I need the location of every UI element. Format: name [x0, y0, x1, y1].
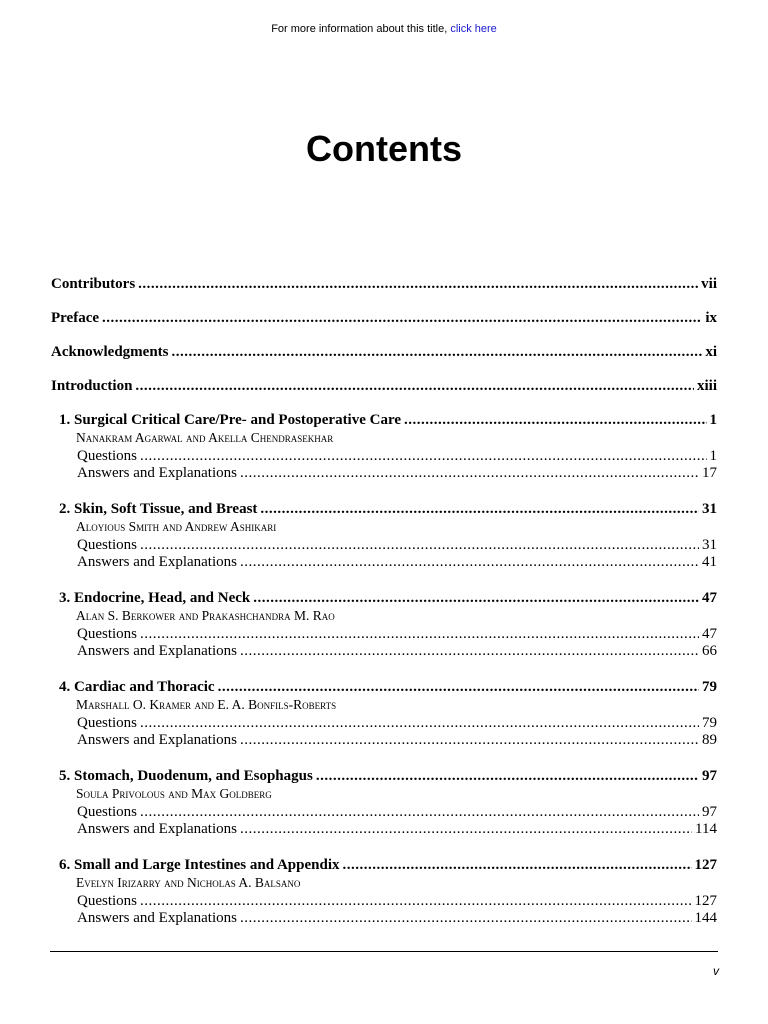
- dot-leader: [260, 501, 699, 518]
- table-of-contents: [51, 276, 717, 927]
- sub-entry-label: Answers and Explanations: [77, 465, 237, 481]
- chapter-page: 127: [694, 857, 717, 873]
- sub-entry-page: 114: [695, 821, 717, 837]
- toc-entry-contributors[interactable]: [51, 276, 717, 310]
- sub-entry-page: 41: [702, 554, 717, 570]
- sub-entry-page: 79: [702, 715, 717, 731]
- toc-entry-label: Introduction: [51, 378, 133, 394]
- chapter-entry: [51, 857, 717, 927]
- sub-entry-label: Questions: [77, 626, 137, 642]
- dot-leader: [316, 768, 699, 785]
- dot-leader: [218, 679, 699, 696]
- chapter-heading[interactable]: [51, 412, 717, 429]
- sub-entry-page: 17: [702, 465, 717, 481]
- click-here-link[interactable]: click here: [450, 23, 497, 35]
- chapter-authors: Soula Privolous and Max Goldberg: [76, 786, 272, 801]
- dot-leader: [240, 643, 699, 660]
- dot-leader: [240, 732, 699, 749]
- chapter-entry: [51, 590, 717, 679]
- dot-leader: [140, 626, 699, 643]
- chapter-page: 47: [702, 590, 717, 606]
- dot-leader: [240, 554, 699, 571]
- dot-leader: [140, 893, 692, 910]
- dot-leader: [253, 590, 699, 607]
- sub-entry-label: Questions: [77, 715, 137, 731]
- sub-entry-label: Answers and Explanations: [77, 910, 237, 926]
- toc-entry-label: Preface: [51, 310, 100, 326]
- sub-entry-page: 47: [702, 626, 717, 642]
- chapter-authors: Aloyious Smith and Andrew Ashikari: [76, 519, 277, 534]
- chapter-title: 2. Skin, Soft Tissue, and Breast: [59, 501, 258, 517]
- sub-entry-page: 1: [709, 448, 717, 464]
- chapter-authors: Alan S. Berkower and Prakashchandra M. Rao: [76, 608, 335, 623]
- sub-entry-label: Answers and Explanations: [77, 732, 237, 748]
- toc-entry-preface[interactable]: [51, 310, 717, 344]
- sub-entry-label: Answers and Explanations: [77, 554, 237, 570]
- chapter-title: 4. Cardiac and Thoracic: [59, 679, 215, 695]
- toc-entry-acknowledgments[interactable]: [51, 344, 717, 378]
- chapter-entry: [51, 501, 717, 590]
- chapter-heading[interactable]: [51, 590, 717, 607]
- sub-entry-page: 31: [702, 537, 717, 553]
- chapter-answers[interactable]: [51, 643, 717, 660]
- chapter-authors: Nanakram Agarwal and Akella Chendrasekhar: [76, 430, 334, 445]
- page-title: Contents: [306, 128, 462, 169]
- footer-rule: [50, 951, 718, 952]
- chapter-title: 1. Surgical Critical Care/Pre- and Postoperative Care: [59, 412, 402, 428]
- chapter-entry: [51, 768, 717, 857]
- sub-entry-label: Questions: [77, 893, 137, 909]
- dot-leader: [135, 378, 694, 395]
- chapter-questions[interactable]: [51, 893, 717, 910]
- chapter-questions[interactable]: [51, 804, 717, 821]
- chapter-answers[interactable]: [51, 910, 717, 927]
- chapter-answers[interactable]: [51, 821, 717, 838]
- dot-leader: [140, 537, 699, 554]
- dot-leader: [138, 276, 698, 293]
- dot-leader: [102, 310, 702, 327]
- sub-entry-label: Questions: [77, 448, 137, 464]
- toc-entry-label: Acknowledgments: [51, 344, 169, 360]
- page-number: v: [713, 964, 719, 978]
- toc-entry-page: xi: [705, 344, 717, 360]
- dot-leader: [342, 857, 691, 874]
- chapter-page: 79: [702, 679, 717, 695]
- chapter-page: 31: [702, 501, 717, 517]
- chapter-heading[interactable]: [51, 768, 717, 785]
- dot-leader: [140, 448, 707, 465]
- dot-leader: [404, 412, 706, 429]
- sub-entry-page: 97: [702, 804, 717, 820]
- toc-entry-page: vii: [701, 276, 717, 292]
- sub-entry-label: Answers and Explanations: [77, 643, 237, 659]
- dot-leader: [172, 344, 703, 361]
- dot-leader: [240, 465, 699, 482]
- sub-entry-page: 66: [702, 643, 717, 659]
- sub-entry-page: 144: [694, 910, 717, 926]
- sub-entry-label: Questions: [77, 804, 137, 820]
- chapter-title: 6. Small and Large Intestines and Appendix: [59, 857, 340, 873]
- toc-entry-label: Contributors: [51, 276, 136, 292]
- chapter-answers[interactable]: [51, 732, 717, 749]
- toc-entry-page: ix: [705, 310, 717, 326]
- dot-leader: [140, 715, 699, 732]
- chapter-page: 1: [709, 412, 717, 428]
- chapter-questions[interactable]: [51, 715, 717, 732]
- title-info-note: [0, 23, 768, 35]
- chapter-heading[interactable]: [51, 679, 717, 696]
- chapter-heading[interactable]: [51, 501, 717, 518]
- chapter-authors: Evelyn Irizarry and Nicholas A. Balsano: [76, 875, 301, 890]
- chapter-answers[interactable]: [51, 554, 717, 571]
- chapter-answers[interactable]: [51, 465, 717, 482]
- sub-entry-page: 89: [702, 732, 717, 748]
- chapter-questions[interactable]: [51, 626, 717, 643]
- chapter-title: 5. Stomach, Duodenum, and Esophagus: [59, 768, 313, 784]
- chapter-page: 97: [702, 768, 717, 784]
- info-text: For more information about this title,: [271, 23, 448, 35]
- sub-entry-label: Answers and Explanations: [77, 821, 237, 837]
- chapter-questions[interactable]: [51, 537, 717, 554]
- chapter-title: 3. Endocrine, Head, and Neck: [59, 590, 251, 606]
- chapter-questions[interactable]: [51, 448, 717, 465]
- chapter-entry: [51, 412, 717, 501]
- sub-entry-page: 127: [694, 893, 717, 909]
- toc-entry-page: xiii: [696, 378, 717, 394]
- dot-leader: [140, 804, 699, 821]
- chapter-entry: [51, 679, 717, 768]
- dot-leader: [240, 910, 692, 927]
- toc-entry-introduction[interactable]: [51, 378, 717, 412]
- sub-entry-label: Questions: [77, 537, 137, 553]
- dot-leader: [240, 821, 692, 838]
- chapter-heading[interactable]: [51, 857, 717, 874]
- chapter-authors: Marshall O. Kramer and E. A. Bonfils-Roberts: [76, 697, 337, 712]
